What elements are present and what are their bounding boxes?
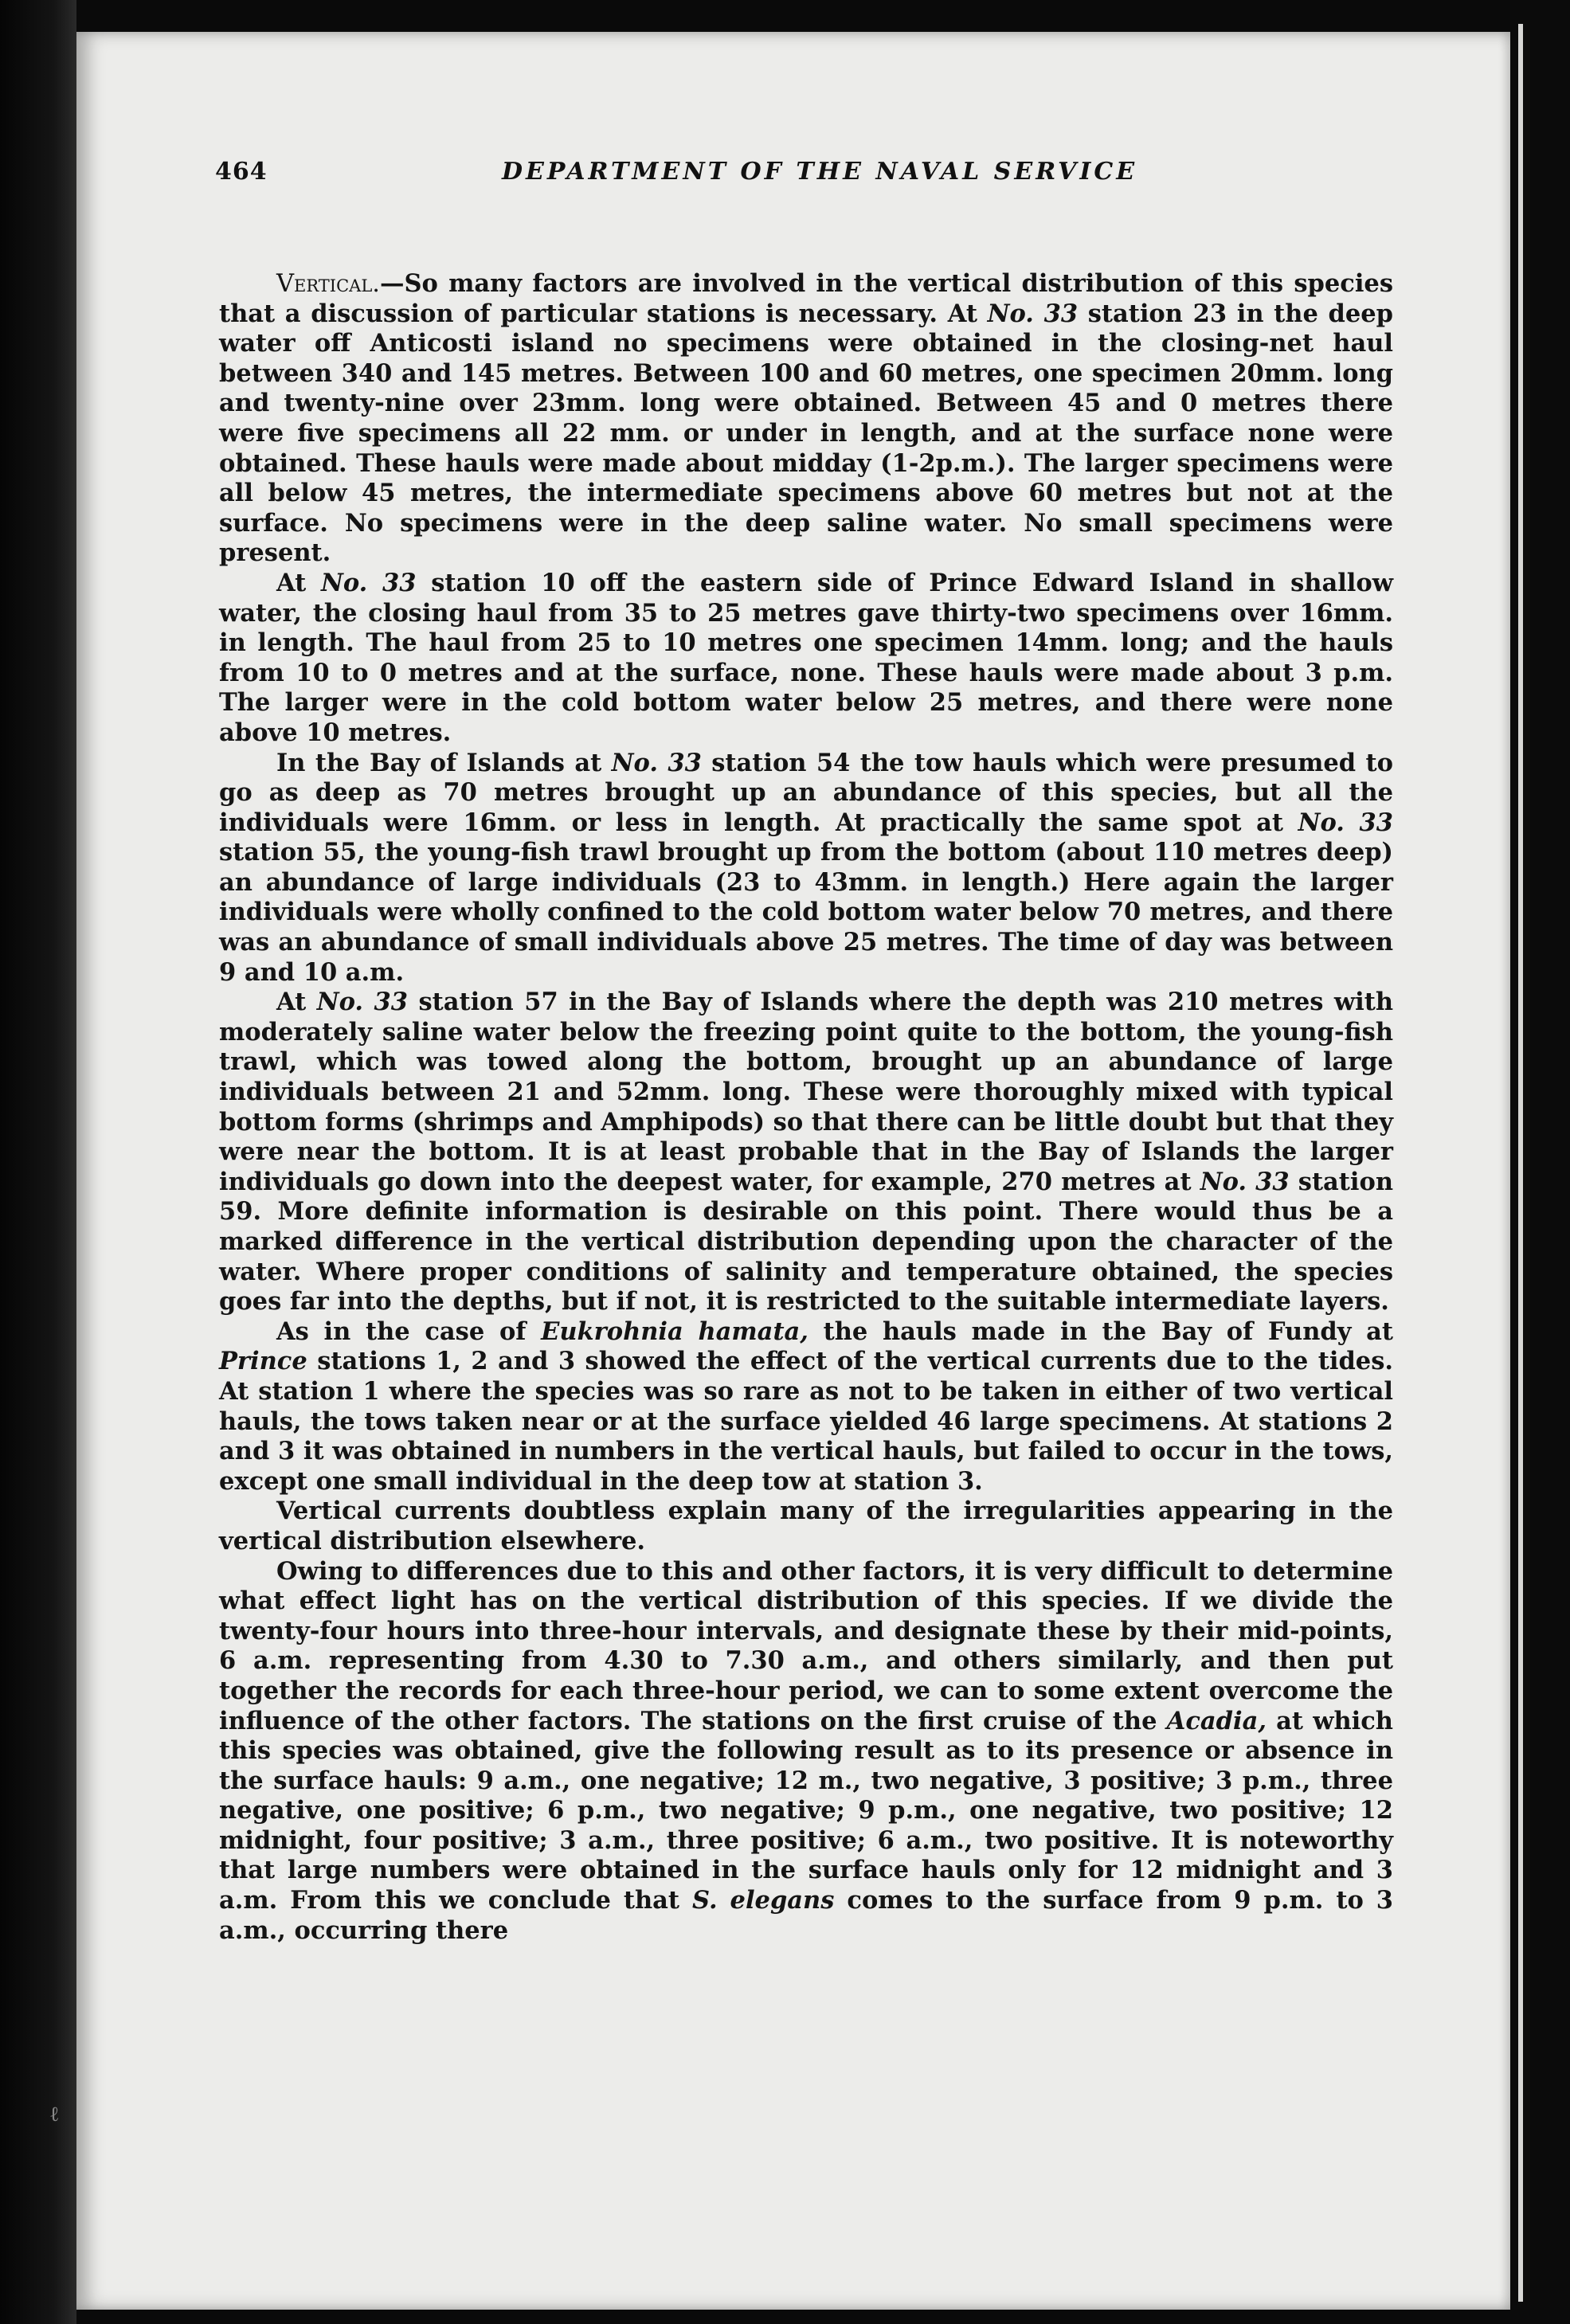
text-run: Acadia, — [1166, 1706, 1267, 1735]
text-run: S. elegans — [692, 1886, 835, 1915]
margin-mark: ℓ — [49, 2103, 60, 2126]
text-run: Eukrohnia hamata, — [541, 1317, 808, 1346]
text-run: No. 33 — [320, 568, 417, 597]
text-run: In the Bay of Islands at — [276, 748, 612, 777]
text-run: station 54 the tow hauls which were presumed to go as deep as 70 metres brought up an abundance of this species, but all the individuals were 16mm. or less in length. At practically the same spot at — [219, 748, 1393, 837]
text-run: Vertical. — [276, 270, 380, 298]
paragraph — [219, 1497, 1393, 1556]
body-text — [219, 269, 1393, 1946]
paragraph — [219, 569, 1393, 749]
page-header — [215, 158, 1442, 193]
text-run: comes to the surface from 9 p.m. to 3 a.m., occurring there — [219, 1886, 1394, 1945]
text-run: At — [276, 568, 321, 597]
text-run: No. 33 — [1200, 1167, 1290, 1196]
text-run: No. 33 — [987, 299, 1079, 328]
text-run: Prince — [219, 1347, 307, 1376]
page-number: 464 — [215, 158, 268, 186]
text-run: Vertical currents doubtless explain many of the irregularities appearing in the vertical distribution elsewhere. — [219, 1497, 1393, 1555]
text-run: station 57 in the Bay of Islands where the depth was 210 metres with moderately saline water below the freezing point quite to the bottom, the young-fish trawl, which was towed along the bottom, brought up an abundance of large individuals between 21 and 52mm. long. These were thoroughly mixed with typical bottom forms (shrimps and Amphipods) so that there can be little doubt but that they were near the bottom. It is at least probable that in the Bay of Islands the larger individuals go down into the deepest water, for example, 270 metres at — [219, 988, 1394, 1196]
paragraph — [219, 1317, 1393, 1497]
scan-border-left — [0, 0, 76, 2324]
text-run: As in the case of — [276, 1317, 542, 1346]
text-run: No. 33 — [1298, 808, 1393, 837]
text-run: station 59. More definite information is desirable on this point. There would thus be a marked difference in the vertical distribution depending upon the character of the water. Where proper conditions of salinity and temperature obtained, the species goes far into the depths, but if not, it is restricted to the suitable intermediate layers. — [219, 1167, 1394, 1317]
text-run: stations 1, 2 and 3 showed the effect of the vertical currents due to the tides. At station 1 where the species was so rare as not to be taken in either of two vertical hauls, the tows taken near or at the surface yielded 46 large specimens. At stations 2 and 3 it was obtained in numbers in the vertical hauls, but failed to occur in the tows, except one small individual in the deep tow at station 3. — [219, 1347, 1393, 1496]
text-run: No. 33 — [611, 748, 702, 777]
running-head: DEPARTMENT OF THE NAVAL SERVICE — [502, 158, 1138, 186]
text-run: At — [276, 988, 317, 1017]
text-run: at which this species was obtained, give the following result as to its presence or absence in the surface hauls: 9 a.m., one negative; 12 m., two negative, 3 positive; 3 p.m., three negative, one positive; 6 p.m., two negative; 9 p.m., one negative, two positive; 12 midnight, four positive; 3 a.m., three positive; 6 a.m., two positive. It is noteworthy that large numbers were obtained in the surface hauls only for 12 midnight and 3 a.m. From this we conclude that — [219, 1706, 1393, 1915]
text-run: —So many factors are involved in the vertical distribution of this species that a discussion of particular stations is necessary. At — [219, 269, 1393, 328]
text-run: the hauls made in the Bay of Fundy at — [808, 1317, 1393, 1346]
text-run: No. 33 — [316, 988, 408, 1017]
text-run: station 10 off the eastern side of Prince Edward Island in shallow water, the closing haul from 35 to 25 metres gave thirty-two specimens over 16mm. in length. The haul from 25 to 10 metres one specimen 14mm. long; and the hauls from 10 to 0 metres and at the surface, none. These hauls were made about 3 p.m. The larger were in the cold bottom water below 25 metres, and there were none above 10 metres. — [219, 568, 1393, 747]
text-run: station 55, the young-fish trawl brought up from the bottom (about 110 metres deep) an abundance of large individuals (23 to 43mm. in length.) Here again the larger individuals were wholly confined to the cold bottom water below 70 metres, and there was an abundance of small individuals above 25 metres. The time of day was between 9 and 10 a.m. — [219, 838, 1393, 987]
facing-page-edge — [1518, 24, 1523, 2302]
paragraph — [219, 988, 1393, 1317]
paragraph — [219, 1557, 1393, 1946]
text-run: station 23 in the deep water off Anticosti island no specimens were obtained in the closing-net haul between 340 and 145 metres. Between 100 and 60 metres, one specimen 20mm. long and twenty-nine over 23mm. long were obtained. Between 45 and 0 metres there were five specimens all 22 mm. or under in length, and at the surface none were obtained. These hauls were made about midday (1-2p.m.). The larger specimens were all below 45 metres, the intermediate specimens above 60 metres but not at the surface. No specimens were in the deep saline water. No small specimens were present. — [219, 299, 1393, 568]
text-run: Owing to differences due to this and other factors, it is very difficult to determine what effect light has on the vertical distribution of this species. If we divide the twenty-four hours into three-hour intervals, and designate these by their mid-points, 6 a.m. representing from 4.30 to 7.30 a.m., and others similarly, and then put together the records for each three-hour period, we can to some extent overcome the influence of the other factors. The stations on the first cruise of the — [219, 1556, 1393, 1735]
paragraph — [219, 749, 1393, 988]
paragraph — [219, 269, 1393, 569]
